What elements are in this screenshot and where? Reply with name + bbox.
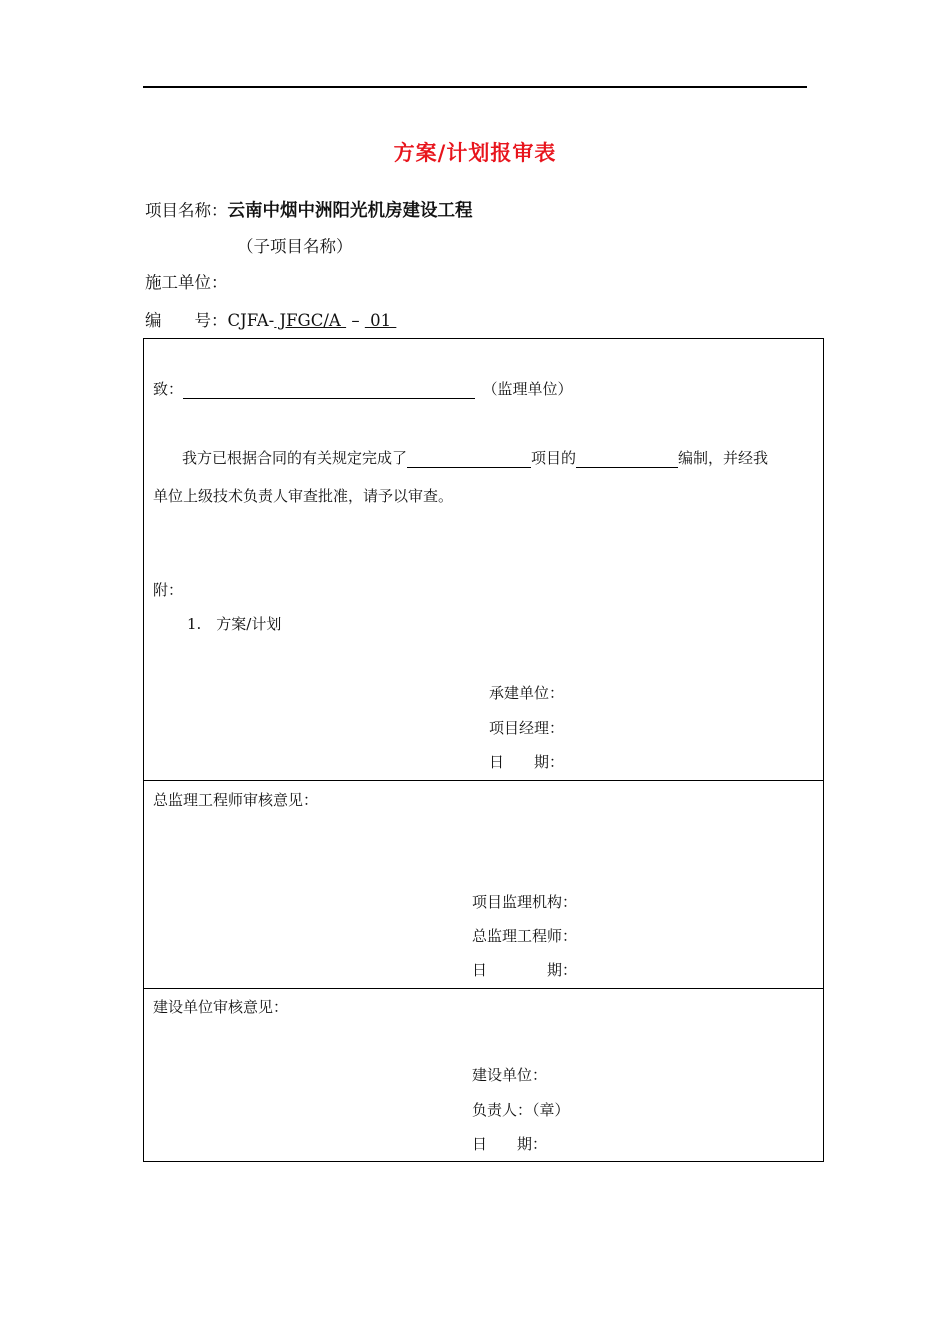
document-title: 方案/计划报审表 [393,140,557,165]
responsible-person-label: 负责人：（章） [472,1101,570,1119]
application-section [143,338,824,781]
contractor-unit-label: 承建单位： [489,684,565,702]
to-row [153,378,573,399]
project-name-label: 项目名称： [145,201,228,220]
number-sequence: 01 [364,311,397,330]
sub-project-label: （子项目名称） [237,237,353,256]
owner-unit-label: 建设单位： [472,1066,548,1084]
number-code: JFGC/A [274,311,347,330]
project-name-row [145,197,473,222]
supervision-org-label: 项目监理机构： [472,893,578,911]
attach-label: 附： [153,581,184,599]
to-suffix: （监理单位） [490,380,573,398]
project-name-value: 云南中烟中洲阳光机房建设工程 [227,201,473,221]
date-label-3: 日 期： [472,1135,548,1153]
supervisor-heading: 总监理工程师审核意见： [153,791,319,809]
number-prefix: CJFA- [227,311,275,330]
number-row [145,307,396,331]
owner-heading: 建设单位审核意见： [153,998,289,1016]
to-blank [183,383,475,399]
date-label-2: 日 期： [472,961,578,979]
date-label-1: 日 期： [489,753,565,771]
owner-section [143,988,824,1162]
to-label: 致： [153,380,184,398]
body-line-1: 我方已根据合同的有关规定完成了 项目的 编制，并经我 [182,449,769,467]
contractor-label: 施工单位： [145,273,228,292]
number-label: 编 号： [145,311,228,330]
body-line-2: 单位上级技术负责人审查批准，请予以审查。 [153,487,454,505]
number-separator: – [346,311,365,330]
project-manager-label: 项目经理： [489,719,565,737]
chief-engineer-label: 总监理工程师： [472,927,578,945]
item-blank [407,452,531,468]
supervisor-section [143,780,824,989]
plan-blank [576,452,678,468]
header-rule [143,86,807,88]
attach-item: 1. 方案/计划 [187,615,282,633]
